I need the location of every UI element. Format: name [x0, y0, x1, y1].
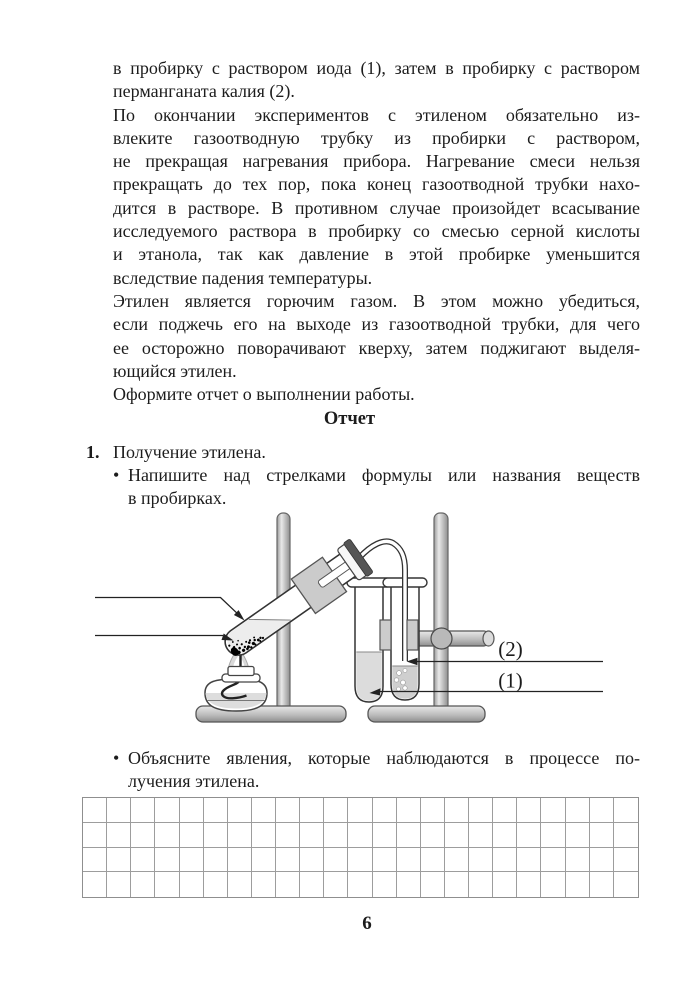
grid-cell: [397, 798, 421, 823]
clamp-jaw-left: [380, 620, 391, 650]
grid-cell: [493, 872, 517, 897]
grid-cell: [204, 848, 228, 873]
grid-cell: [590, 798, 614, 823]
grid-cell: [204, 823, 228, 848]
grid-cell: [590, 823, 614, 848]
grid-cell: [566, 823, 590, 848]
grid-cell: [228, 798, 252, 823]
text-line: Этилен является горючим газом. В этом можно убедиться,: [113, 290, 640, 311]
grid-cell: [445, 823, 469, 848]
grid-cell: [517, 872, 541, 897]
grid-cell: [83, 848, 107, 873]
grid-cell: [180, 848, 204, 873]
grid-cell: [252, 848, 276, 873]
report-heading: Отчет: [323, 409, 376, 429]
grid-cell: [300, 823, 324, 848]
text-line: если поджечь его на выходе из газоотводной трубки, для чего: [113, 314, 640, 335]
bullet-icon: •: [113, 748, 120, 768]
grid-cell: [517, 823, 541, 848]
grid-cell: [469, 848, 493, 873]
grid-cell: [469, 823, 493, 848]
right-stand-rod: [434, 513, 448, 711]
grid-cell: [131, 872, 155, 897]
text-line: не прекращая нагревания прибора. Нагревание смеси нельзя: [113, 151, 640, 172]
grid-cell: [83, 798, 107, 823]
text-line: перманганата калия (2).: [113, 81, 295, 102]
grid-cell: [373, 798, 397, 823]
grid-cell: [180, 798, 204, 823]
grid-cell: [252, 872, 276, 897]
grid-cell: [445, 872, 469, 897]
grid-cell: [228, 872, 252, 897]
grid-cell: [155, 872, 179, 897]
text-line: влеките газоотводную трубку из пробирки с раствором,: [113, 127, 640, 148]
grid-cell: [324, 872, 348, 897]
grid-cell: [324, 798, 348, 823]
grid-cell: [83, 823, 107, 848]
grid-cell: [131, 848, 155, 873]
grid-cell: [614, 798, 638, 823]
grid-cell: [541, 823, 565, 848]
grid-cell: [107, 798, 131, 823]
grid-cell: [348, 848, 372, 873]
text-line: вследствие падения температуры.: [113, 267, 373, 288]
grid-cell: [614, 848, 638, 873]
bullet-text: [128, 747, 640, 794]
text-line: По окончании экспериментов с этиленом обязательно из-: [113, 104, 640, 125]
grid-cell: [276, 798, 300, 823]
grid-cell: [566, 798, 590, 823]
text-line: Объясните явления, которые наблюдаются в процессе по-: [128, 748, 640, 768]
grid-cell: [590, 848, 614, 873]
paragraph: [113, 104, 640, 290]
grid-cell: [421, 872, 445, 897]
grid-cell: [445, 848, 469, 873]
task-item: [86, 441, 640, 464]
intro-paragraphs: [113, 57, 640, 406]
grid-cell: [421, 798, 445, 823]
grid-cell: [324, 848, 348, 873]
grid-cell: [324, 823, 348, 848]
grid-cell: [373, 848, 397, 873]
grid-cell: [397, 848, 421, 873]
grid-cell: [348, 798, 372, 823]
grid-cell: [107, 848, 131, 873]
grid-cell: [204, 798, 228, 823]
text-line: исследуемого раствора в пробирку со смесью серной кислоты: [113, 221, 640, 242]
tube-label-2: (2): [498, 637, 523, 661]
grid-cell: [107, 872, 131, 897]
grid-cell: [131, 798, 155, 823]
grid-cell: [107, 823, 131, 848]
page-number: 6: [362, 913, 372, 934]
grid-cell: [228, 848, 252, 873]
grid-cell: [276, 823, 300, 848]
grid-cell: [276, 872, 300, 897]
grid-cell: [373, 823, 397, 848]
text-line: ее осторожно поворачивают кверху, затем поджигают выделя-: [113, 337, 640, 358]
grid-cell: [541, 872, 565, 897]
right-clamp: [416, 628, 494, 649]
grid-cell: [541, 848, 565, 873]
grid-cell: [469, 798, 493, 823]
grid-cell: [180, 872, 204, 897]
paragraph: [113, 57, 640, 104]
grid-cell: [155, 823, 179, 848]
grid-cell: [348, 872, 372, 897]
grid-cell: [493, 798, 517, 823]
text-line: в пробирках.: [128, 488, 227, 509]
bullet-icon: •: [113, 465, 120, 485]
bullet-item: [113, 747, 640, 794]
grid-cell: [83, 872, 107, 897]
grid-cell: [493, 848, 517, 873]
apparatus-diagram: [0, 500, 700, 735]
spirit-lamp: [205, 647, 267, 711]
tube-label-1: (1): [498, 668, 523, 693]
grid-cell: [614, 872, 638, 897]
text-line: дится в растворе. В противном случае произойдет всасывание: [113, 197, 640, 218]
grid-cell: [421, 823, 445, 848]
grid-cell: [397, 823, 421, 848]
grid-cell: [566, 848, 590, 873]
grid-cell: [397, 872, 421, 897]
pointer-arrow-bottom: [95, 634, 234, 641]
grid-cell: [300, 872, 324, 897]
reaction-tube-assembly: [216, 538, 374, 666]
grid-cell: [204, 872, 228, 897]
grid-cell: [131, 823, 155, 848]
pointer-arrow-top: [95, 598, 245, 621]
right-stand-base: [368, 706, 485, 722]
grid-cell: [493, 823, 517, 848]
paragraph: [113, 290, 640, 383]
grid-cell: [517, 848, 541, 873]
grid-cell: [469, 872, 493, 897]
text-line: и этанола, так как давление в этой пробирке уменьшится: [113, 244, 640, 265]
grid-cell: [155, 848, 179, 873]
text-line: Напишите над стрелками формулы или названия веществ: [128, 465, 640, 485]
grid-cell: [252, 798, 276, 823]
task-number: 1.: [86, 442, 100, 462]
text-line: Оформите отчет о выполнении работы.: [113, 384, 415, 405]
grid-cell: [445, 798, 469, 823]
text-line: прекращать до тех пор, пока конец газоотводной трубки нахо-: [113, 174, 640, 195]
grid-cell: [421, 848, 445, 873]
text-line: ющийся этилен.: [113, 360, 237, 381]
grid-cell: [348, 823, 372, 848]
task-title: Получение этилена.: [113, 442, 266, 462]
grid-cell: [276, 848, 300, 873]
grid-cell: [566, 872, 590, 897]
grid-cell: [300, 848, 324, 873]
grid-cell: [252, 823, 276, 848]
clamp-boss-knob: [431, 628, 452, 649]
grid-cell: [541, 798, 565, 823]
grid-cell: [590, 872, 614, 897]
grid-cell: [180, 823, 204, 848]
grid-cell: [517, 798, 541, 823]
text-line: в пробирку с раствором иода (1), затем в пробирку с раствором: [113, 58, 640, 78]
paragraph: [113, 383, 640, 406]
worksheet-grid: [82, 797, 639, 898]
text-line: лучения этилена.: [128, 771, 260, 792]
grid-cell: [300, 798, 324, 823]
grid-cell: [373, 872, 397, 897]
grid-cell: [155, 798, 179, 823]
grid-cell: [614, 823, 638, 848]
clamp-jaw-right: [407, 620, 418, 650]
grid-cell: [228, 823, 252, 848]
